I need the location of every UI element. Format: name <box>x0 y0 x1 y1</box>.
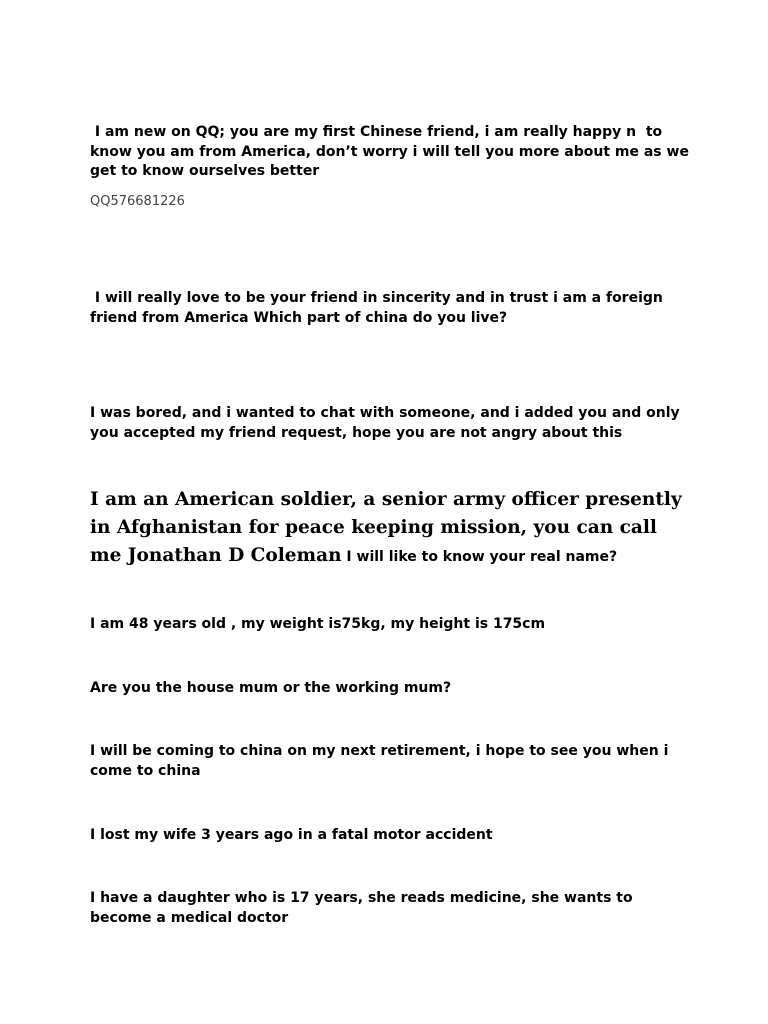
paragraph-daughter: I have a daughter who is 17 years, she reads medicine, she wants to become a medical doctor <box>90 890 638 926</box>
paragraph-age-weight: I am 48 years old , my weight is75kg, my height is 175cm <box>90 616 546 632</box>
soldier-intro-large-text: I am an American soldier, a senior army officer presently in Afghanistan for peace keeping mission, you can call me Jonathan D Coleman <box>90 489 682 566</box>
soldier-intro-question: I will like to know your real name? <box>341 549 618 565</box>
qq-id-text: QQ576681226 <box>90 194 185 209</box>
paragraph-new-on-qq: I am new on QQ; you are my first Chinese friend, i am really happy n to know you am from America, don’t worry i will tell you more about me as we get to know ourselves better <box>90 124 694 179</box>
paragraph-house-mum: Are you the house mum or the working mum? <box>90 680 452 696</box>
paragraph-friend-sincerity: I will really love to be your friend in sincerity and in trust i am a foreign friend from America Which part of china do you live? <box>90 290 668 326</box>
paragraph-soldier-intro <box>90 486 690 571</box>
paragraph-lost-wife: I lost my wife 3 years ago in a fatal motor accident <box>90 827 493 843</box>
paragraph-bored-chat: I was bored, and i wanted to chat with someone, and i added you and only you accepted my friend request, hope you are not angry about this <box>90 405 685 441</box>
paragraph-coming-to-china: I will be coming to china on my next retirement, i hope to see you when i come to china <box>90 743 674 779</box>
